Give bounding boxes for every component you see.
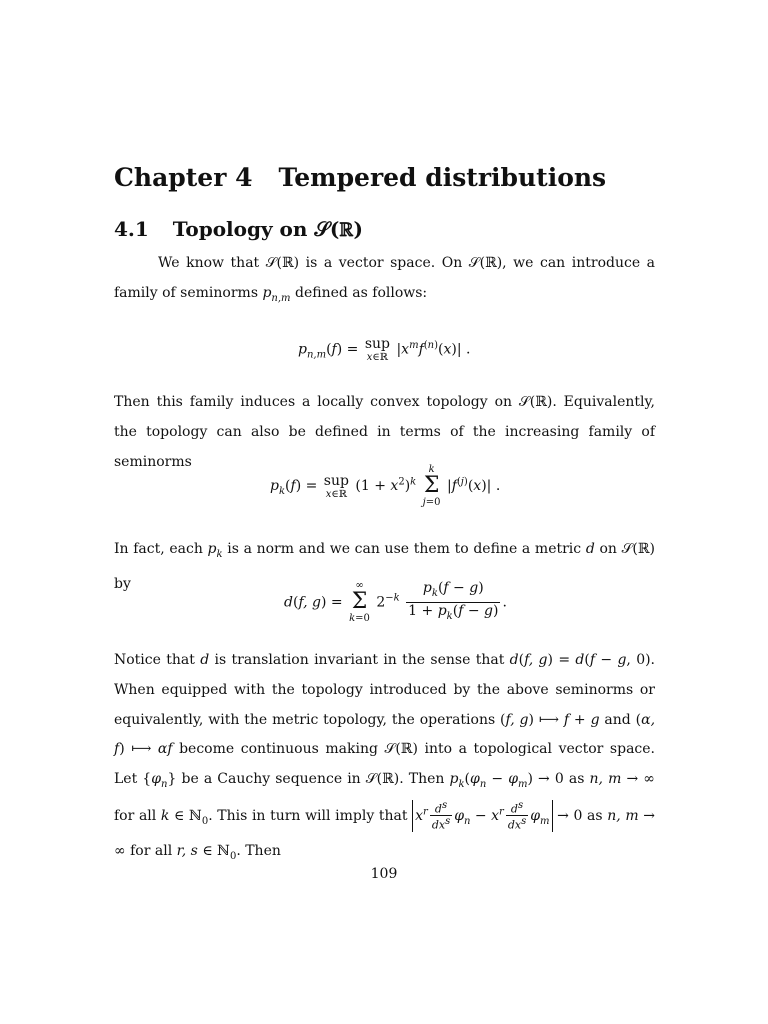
paragraph-4: Notice that d is translation invariant in the sense that d(f, g) = d(f − g, 0). When equipped with the topology introduced by the above seminorms or equivalently, with the metric topology, the operations (f, g) ⟼ f + g and (α, f) ⟼ αf become continuous making 𝒮(ℝ) into a topological vector space. Let $\{\varphi_n\}$ be a Cauchy sequence in 𝒮(ℝ). Then $p_k(\varphi_n - \varphi_m) \to 0$ as n, m → ∞ for all k ∈ ℕ$_0$. This in turn will imply that $x^r$ $\frac{d^s}{dx^s}$ $\varphi_n - x^r$ $\frac{d^s}{dx^s}$ $\varphi_m \to 0$ as n, m → ∞ for all r, s ∈ ℕ$_0$. Then [114, 652, 656, 862]
section-number: 4.1 [114, 217, 149, 241]
paragraph-1: We know that 𝒮(ℝ) is a vector space. On 𝒮(ℝ), we can introduce a family of seminorms $p_{n,m}$ defined as follows: [114, 255, 655, 304]
equation-seminorm-pk: $p_k(f)$ = sup x∈ℝ $(1 + x^2)^k$ k Σ j=0 $|f^{(j)}(x)|$ . [270, 464, 501, 508]
paragraph-2: Then this family induces a locally convex topology on 𝒮(ℝ). Equivalently, the topology can also be defined in terms of the increasing family of seminorms [114, 394, 655, 470]
equation-seminorm-pnm: $p_{n,m}(f)$ = sup x∈ℝ $|x^mf^{(n)}(x)|$ . [298, 336, 471, 363]
chapter-number: Chapter 4 [114, 163, 253, 192]
section-title: Topology on 𝒮(ℝ) [172, 217, 363, 241]
paragraph-3: In fact, each $p_k$ is a norm and we can use them to define a metric d on 𝒮(ℝ) by [114, 541, 655, 592]
section-heading [114, 217, 363, 241]
chapter-heading [114, 163, 606, 192]
page-number: 109 [370, 866, 398, 882]
equation-metric-d: d(f, g) = ∞ Σ k=0 $2^{-k}$ $\frac{p_k(f - g)}{1 + p_k(f - g)}$ . [284, 580, 507, 625]
chapter-title: Tempered distributions [278, 163, 607, 192]
